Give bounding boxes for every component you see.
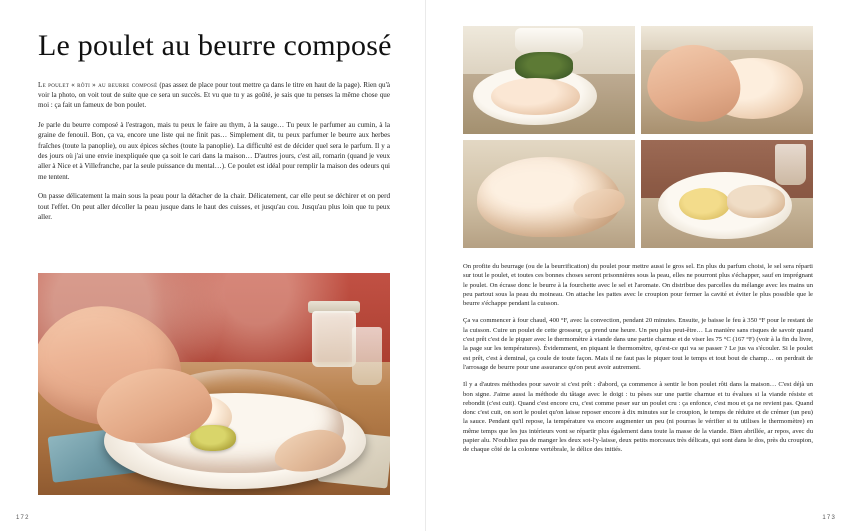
photo-grid-cell-4	[641, 140, 813, 248]
right-text-column	[463, 262, 813, 463]
paragraph-rest: (pas assez de place pour tout mettre ça dans le titre en haut de la page). Rien qu'à voir la photo, on voit tout de suite que ce sera un succès. Et vu que tu y as goûté, je sais que tu penses la même chose que moi : ça fait un fameux de bon poulet.	[38, 80, 390, 110]
photo-chopped-herbs	[515, 52, 573, 80]
photo-grid-cell-3	[463, 140, 635, 248]
paragraph: Je parle du beurre composé à l'estragon, mais tu peux le faire au thym, à la sauge… Tu peux le parfumer au cumin, à la graine de fenouil. Bon, ça va, encore une liste qui ne finit pas… Simplement dit, tu peux parfumer le beurre aux herbes fraîches (toute la panoplie), ou aux épices sèches (toute la panoplie). La difficulté est de décider quel sera le parfum. Il y a des jours où j'ai une envie inexpliquée que ça soit le cari dans la maison… D'autres jours, c'est ail, romarin (quand je veux aller à Nice et à Villefranche, par la seule puissance du mental…). Ce poulet est idéal pour remplir la maison des odeurs qui me tentent.	[38, 120, 390, 181]
paragraph: Il y a d'autres méthodes pour savoir si c'est prêt : d'abord, ça commence à sentir le bon poulet rôti dans la maison… C'est déjà un bon signe. J'aime aussi la méthode du tâtage avec le doigt : tu pèses sur une partie charnue et tu évalues si la viande résiste et rebondit (c'est cuit). Quand c'est encore cru, c'est comme peser sur un poulet cru : ça enfonce, c'est mou et ça ne revient pas. Quand donc c'est cuit, on sort le poulet qu'on laisse reposer encore à dix minutes sur le croupion, le temps de réduire et de crémer (un peu) la sauce. Pendant qu'il repose, la température va encore augmenter un peu (ni pourras le vérifier si tu utilises le thermomètre) en même temps que les jus intérieurs vont se répartir plus également dans toute la masse de la viande. Bien abrillée, ar repos, avec du papier alu. N'oubliez pas de manger les deux sot-l'y-laisse, deux petits morceaux très délicats, qui sont dans le dos, près du croupion, de chaque côté de la colonne vertébrale, le délice des initiés.	[463, 381, 813, 454]
photo-grid-cell-1	[463, 26, 635, 134]
paragraph: On passe délicatement la main sous la peau pour la détacher de la chair. Délicatement, car elle peut se déchirer et on perd tout l'effet. On peut aller décoller la peau jusque dans le haut des cuisses, et jusqu'au cou. Jusqu'au plus loin que tu peux aller.	[38, 192, 390, 221]
lead-in-smallcaps: Le poulet « rôti » au beurre composé	[38, 80, 158, 89]
photo-mashed-potatoes	[679, 188, 731, 220]
main-photo	[38, 273, 390, 495]
photo-cloth	[641, 26, 813, 50]
left-text-column	[38, 80, 390, 223]
page-title: Le poulet au beurre composé	[38, 29, 392, 62]
paragraph: On profite du beurrage (ou de la beurrification) du poulet pour mettre aussi le gros sel. En plus du parfum choisi, le sel sera réparti sur tout le poulet, et toutes ces bonnes choses seront prisonnières sous la peau, elles ne pourront plus s'échapper, sauf en imprégnant le poulet. On écrase donc le beurre à la fourchette avec le sel et l'aromate. On distribue des parcelles du mélange avec les mains un peu partout sous la peau du moineau. On attache les pattes avec le croupion pour fermer la cavité et éviter le plus possible que le beurre s'échappe pendant la cuisson.	[463, 263, 813, 308]
photo-grid-cell-2	[641, 26, 813, 134]
photo-grid	[463, 26, 813, 248]
photo-jar	[312, 311, 356, 367]
page-number-right: 173	[822, 515, 836, 521]
photo-glass	[352, 327, 382, 385]
photo-glass	[775, 144, 806, 185]
paragraph: Ça va commencer à four chaud, 400 °F, avec la convection, pendant 20 minutes. Ensuite, je baisse le feu à 350 °F pour le restant de la cuisson. Cuire un poulet de cette grosseur, ça prend une heure. Un peu plus peut-être… La manière sans risques de savoir quand c'est prêt c'est de le piquer avec le thermomètre à viande dans une partie charnue et de viser les 75 °C (167 °F) (voir à la fin du livre, la page sur les températures). Évidemment, en piquant le thermomètre, qu'est-ce qui va se passer ? Le jus va s'écouler. Si le poulet est prêt, c'est à deminal, ça coule de toute façon. Mais il ne faut pas le piquer tout le temps et tout bout de champ… on perdrait de l'arrosage de beurre pour une assurance qu'on peut avoir autrement.	[463, 317, 813, 371]
page-number-left: 172	[16, 515, 30, 521]
photo-carved-chicken	[727, 185, 785, 217]
paragraph	[38, 80, 390, 111]
photo-chicken	[491, 78, 580, 115]
